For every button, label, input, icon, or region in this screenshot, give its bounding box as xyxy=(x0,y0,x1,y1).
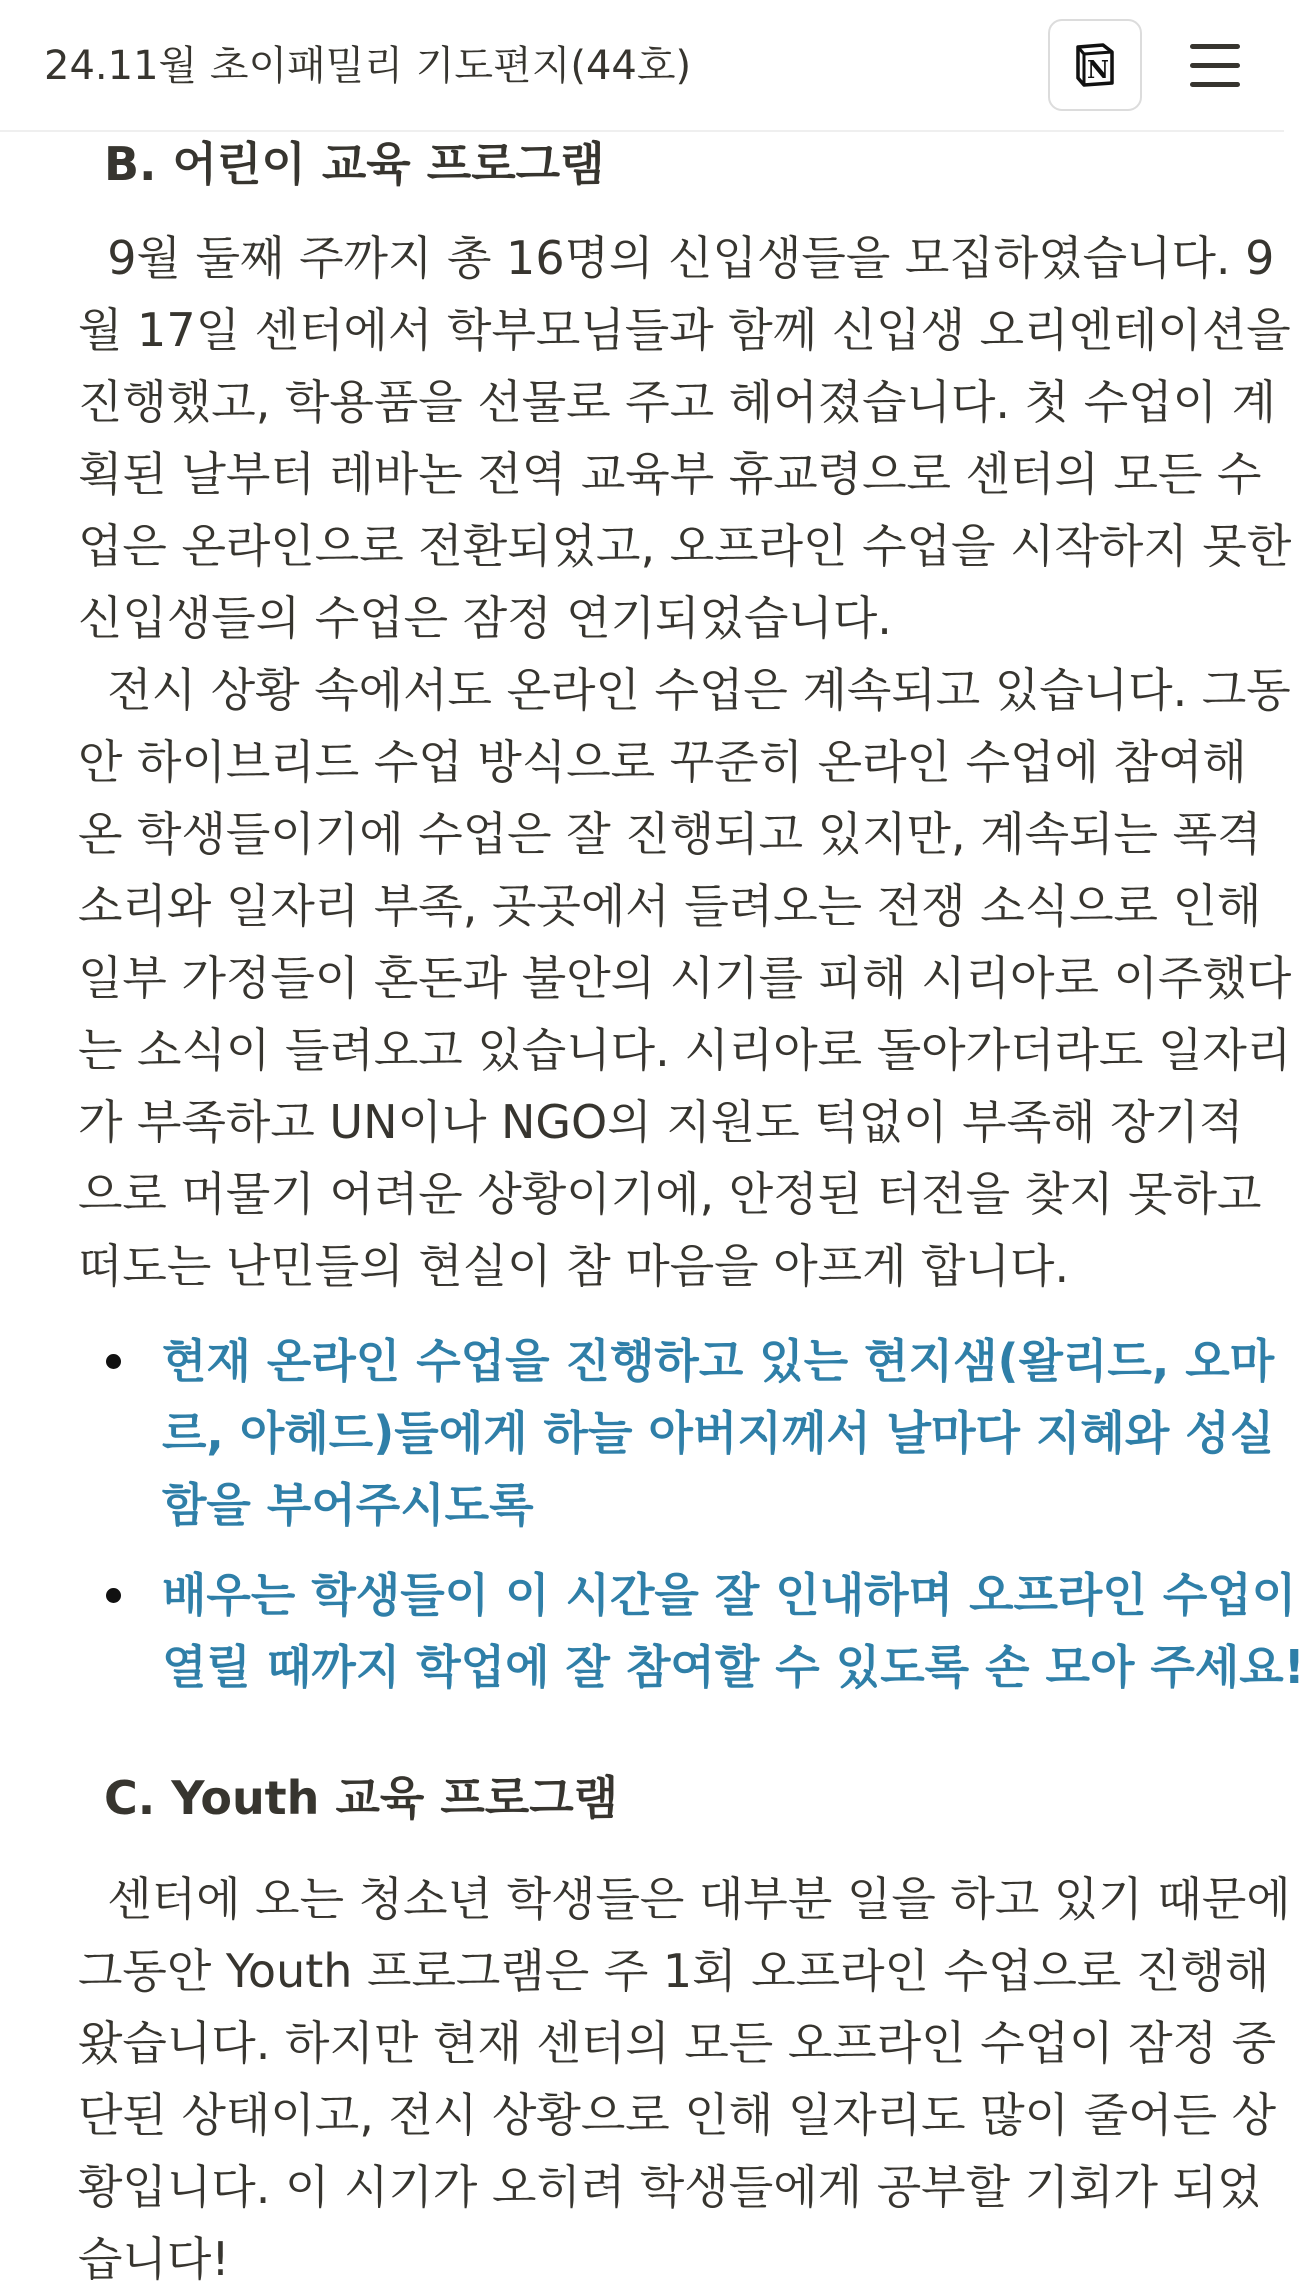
section-b-heading: B. 어린이 교육 프로그램 xyxy=(104,137,605,191)
paragraph-line: 왔습니다. 하지만 현재 센터의 모든 오프라인 수업이 잠정 중 xyxy=(78,2016,1277,2070)
paragraph-line: 가 부족하고 UN이나 NGO의 지원도 턱없이 부족해 장기적 xyxy=(78,1095,1244,1149)
prayer-line: 열릴 때까지 학업에 잘 참여할 수 있도록 손 모아 주세요! xyxy=(162,1640,1305,1694)
paragraph-line: 신입생들의 수업은 잠정 연기되었습니다. xyxy=(78,591,892,645)
paragraph-line: 으로 머물기 어려운 상황이기에, 안정된 터전을 찾지 못하고 xyxy=(78,1167,1262,1221)
section-c-paragraph xyxy=(78,1863,1291,2295)
prayer-line: 현재 온라인 수업을 진행하고 있는 현지샘(왈리드, 오마 xyxy=(162,1334,1275,1388)
section-b-paragraph xyxy=(78,222,1292,1302)
paragraph-line: 월 17일 센터에서 학부모님들과 함께 신입생 오리엔테이션을 xyxy=(78,303,1291,357)
prayer-line: 르, 아헤드)들에게 하늘 아버지께서 날마다 지혜와 성실 xyxy=(162,1406,1275,1460)
paragraph-line: 소리와 일자리 부족, 곳곳에서 들려오는 전쟁 소식으로 인해 xyxy=(78,879,1262,933)
section-c-heading: C. Youth 교육 프로그램 xyxy=(104,1771,619,1825)
prayer-item xyxy=(0,1559,1305,1703)
bullet-dot-icon xyxy=(106,1588,121,1603)
page-content xyxy=(0,132,1305,2286)
prayer-line: 함을 부어주시도록 xyxy=(162,1478,534,1532)
paragraph-line: 전시 상황 속에서도 온라인 수업은 계속되고 있습니다. 그동 xyxy=(78,663,1291,717)
paragraph-line: 안 하이브리드 수업 방식으로 꾸준히 온라인 수업에 참여해 xyxy=(78,735,1247,789)
paragraph-line: 떠도는 난민들의 현실이 참 마음을 아프게 합니다. xyxy=(78,1239,1070,1293)
paragraph-line: 진행했고, 학용품을 선물로 주고 헤어졌습니다. 첫 수업이 계 xyxy=(78,375,1277,429)
prayer-line: 배우는 학생들이 이 시간을 잘 인내하며 오프라인 수업이 xyxy=(162,1568,1297,1622)
svg-text:N: N xyxy=(1087,55,1109,84)
prayer-list xyxy=(0,1325,1274,1541)
paragraph-line: 그동안 Youth 프로그램은 주 1회 오프라인 수업으로 진행해 xyxy=(78,1944,1270,1998)
paragraph-line: 단된 상태이고, 전시 상황으로 인해 일자리도 많이 줄어든 상 xyxy=(78,2088,1277,2142)
paragraph-line: 9월 둘째 주까지 총 16명의 신입생들을 모집하였습니다. 9 xyxy=(78,231,1275,285)
paragraph-line: 온 학생들이기에 수업은 잘 진행되고 있지만, 계속되는 폭격 xyxy=(78,807,1262,861)
paragraph-line: 일부 가정들이 혼돈과 불안의 시기를 피해 시리아로 이주했다 xyxy=(78,951,1292,1005)
paragraph-line: 획된 날부터 레바논 전역 교육부 휴교령으로 센터의 모든 수 xyxy=(78,447,1262,501)
page-title: 24.11월 초이패밀리 기도편지(44호) xyxy=(44,43,692,89)
prayer-list xyxy=(0,1559,1305,1703)
paragraph-line: 업은 온라인으로 전환되었고, 오프라인 수업을 시작하지 못한 xyxy=(78,519,1292,573)
top-bar xyxy=(0,0,1284,132)
paragraph-line: 센터에 오는 청소년 학생들은 대부분 일을 하고 있기 때문에 xyxy=(78,1872,1291,1926)
prayer-item xyxy=(0,1325,1274,1541)
notion-logo-button[interactable] xyxy=(1048,19,1142,111)
paragraph-line: 습니다! xyxy=(78,2232,230,2286)
hamburger-menu-icon[interactable] xyxy=(1186,36,1246,96)
paragraph-line: 황입니다. 이 시기가 오히려 학생들에게 공부할 기회가 되었 xyxy=(78,2160,1262,2214)
bullet-dot-icon xyxy=(106,1354,121,1369)
notion-logo-icon xyxy=(1073,42,1117,88)
paragraph-line: 는 소식이 들려오고 있습니다. 시리아로 돌아가더라도 일자리 xyxy=(78,1023,1292,1077)
